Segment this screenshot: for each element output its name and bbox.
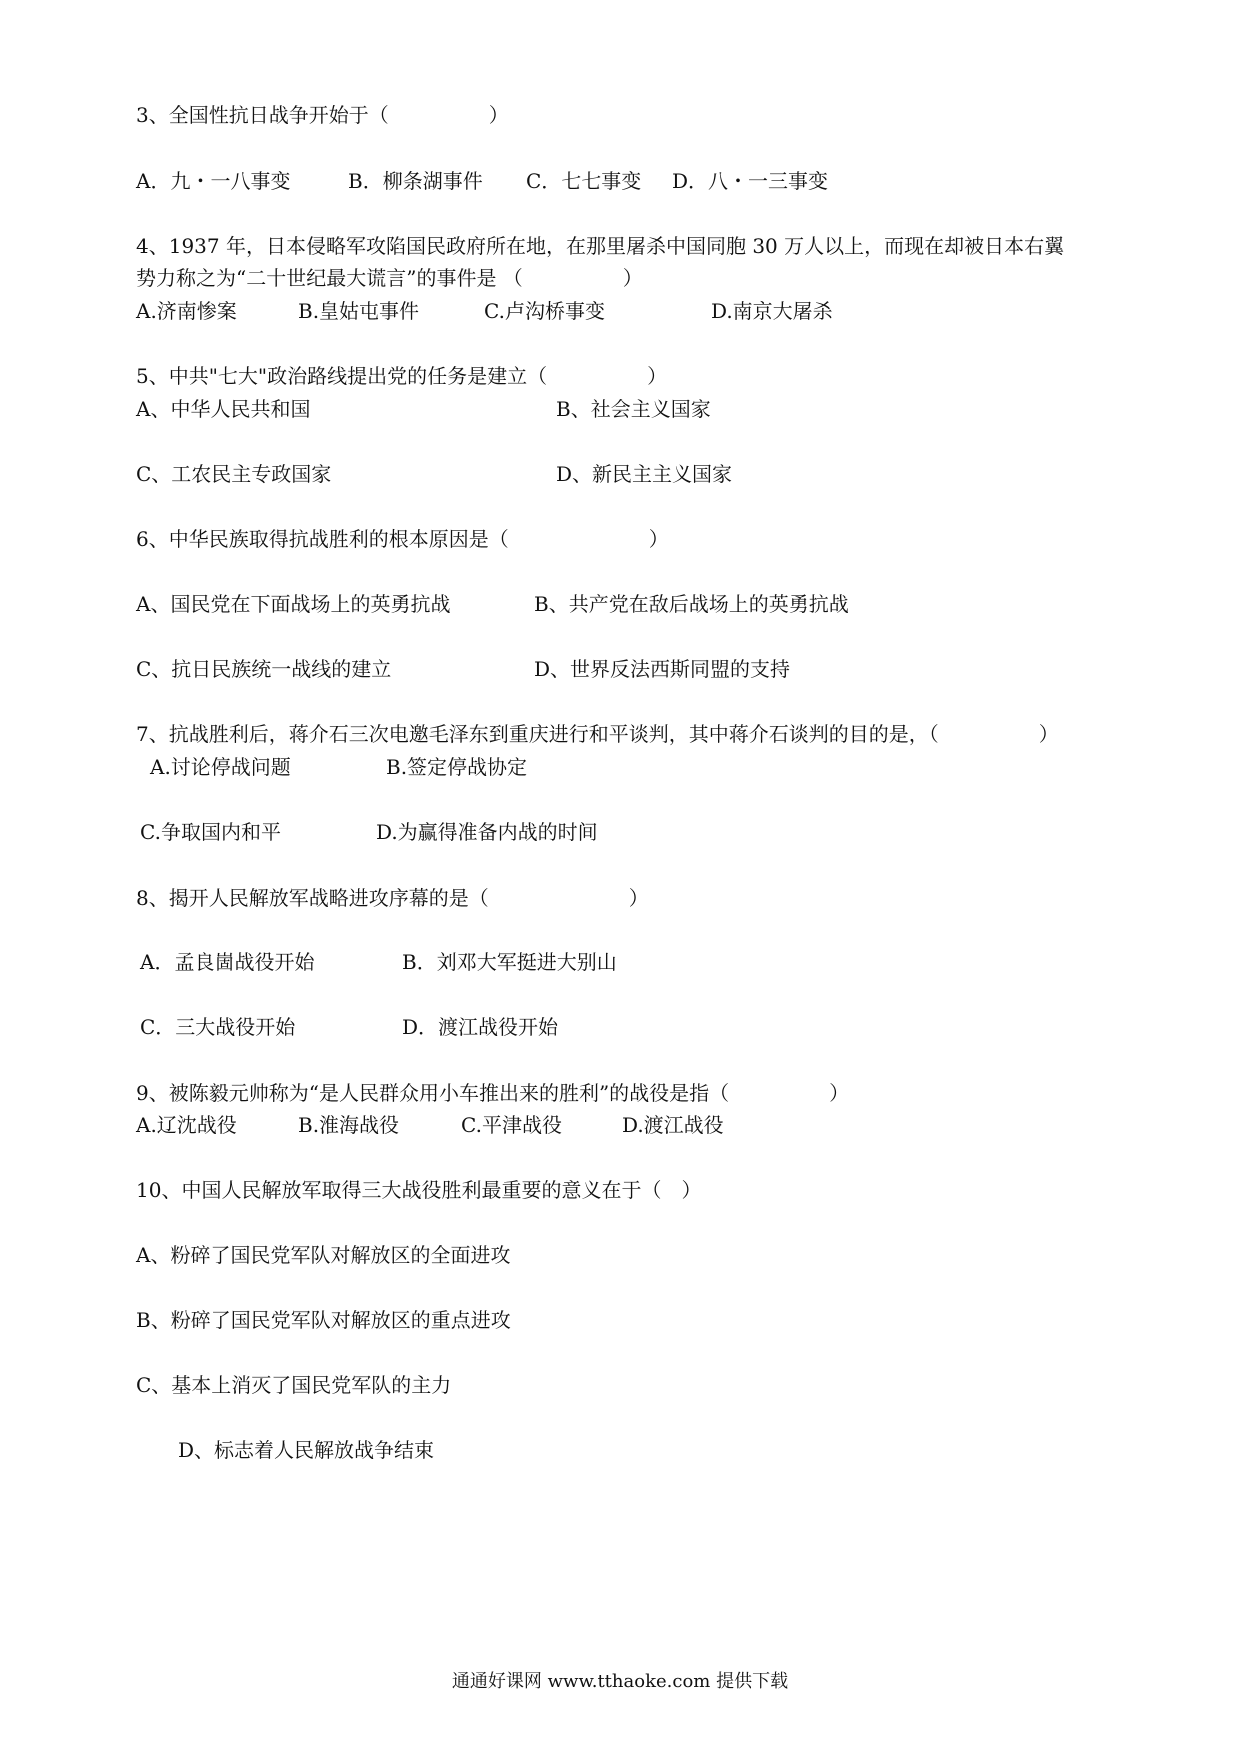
question-8-option-b: B．刘邓大军挺进大别山: [402, 950, 617, 974]
question-7-option-d: D.为赢得准备内战的时间: [376, 820, 598, 844]
question-4-option-a: A.济南惨案: [136, 299, 237, 323]
question-10-stem: 10、中国人民解放军取得三大战役胜利最重要的意义在于（ ）: [136, 1178, 702, 1202]
question-7-stem: 7、抗战胜利后，蒋介石三次电邀毛泽东到重庆进行和平谈判，其中蒋介石谈判的目的是，（ ）: [136, 722, 1059, 746]
question-3-option-d: D．八・一三事变: [672, 169, 829, 193]
question-6-stem: 6、中华民族取得抗战胜利的根本原因是（ ）: [136, 527, 669, 551]
question-9-stem: 9、被陈毅元帅称为“是人民群众用小车推出来的胜利”的战役是指（ ）: [136, 1081, 850, 1105]
question-7-option-a: A.讨论停战问题: [150, 755, 291, 779]
question-4-option-d: D.南京大屠杀: [711, 299, 833, 323]
question-6-option-c: C、抗日民族统一战线的建立: [136, 657, 392, 681]
question-10-option-b: B、粉碎了国民党军队对解放区的重点进攻: [136, 1308, 511, 1332]
question-10-option-d: D、标志着人民解放战争结束: [178, 1438, 435, 1462]
question-3-option-c: C．七七事变: [526, 169, 642, 193]
question-3-stem: 3、全国性抗日战争开始于（ ）: [136, 103, 509, 127]
question-8-option-a: A．孟良崮战役开始: [140, 950, 315, 974]
question-8-stem: 8、揭开人民解放军战略进攻序幕的是（ ）: [136, 886, 649, 910]
question-5-option-c: C、工农民主专政国家: [136, 462, 332, 486]
question-9-option-d: D.渡江战役: [622, 1113, 724, 1137]
question-3-option-a: A．九・一八事变: [136, 169, 291, 193]
question-6-option-a: A、国民党在下面战场上的英勇抗战: [136, 592, 451, 616]
question-5-option-a: A、中华人民共和国: [136, 397, 311, 421]
question-9-option-b: B.淮海战役: [298, 1113, 400, 1137]
question-5-option-d: D、新民主主义国家: [556, 462, 733, 486]
page-footer: 通通好课网 www.tthaoke.com 提供下载: [451, 1671, 789, 1692]
question-9-option-c: C.平津战役: [461, 1113, 562, 1137]
question-5-stem: 5、中共"七大"政治路线提出党的任务是建立（ ）: [136, 364, 668, 388]
question-8-option-d: D．渡江战役开始: [402, 1015, 559, 1039]
question-10-option-c: C、基本上消灭了国民党军队的主力: [136, 1373, 452, 1397]
question-7-option-c: C.争取国内和平: [140, 820, 281, 844]
question-4-option-b: B.皇姑屯事件: [298, 299, 420, 323]
question-4-option-c: C.卢沟桥事变: [484, 299, 605, 323]
question-6-option-d: D、世界反法西斯同盟的支持: [534, 657, 791, 681]
question-6-option-b: B、共产党在敌后战场上的英勇抗战: [534, 592, 849, 616]
question-7-option-b: B.签定停战协定: [386, 755, 528, 779]
question-4-stem-line-2: 势力称之为“二十世纪最大谎言”的事件是 （ ）: [136, 266, 643, 290]
question-8-option-c: C．三大战役开始: [140, 1015, 296, 1039]
question-9-option-a: A.辽沈战役: [136, 1113, 237, 1137]
question-5-option-b: B、社会主义国家: [556, 397, 711, 421]
question-3-option-b: B．柳条湖事件: [348, 169, 483, 193]
question-4-stem-line-1: 4、1937 年，日本侵略军攻陷国民政府所在地，在那里屠杀中国同胞 30 万人以上，而现在却被日本右翼: [136, 234, 1065, 258]
question-10-option-a: A、粉碎了国民党军队对解放区的全面进攻: [136, 1243, 511, 1267]
